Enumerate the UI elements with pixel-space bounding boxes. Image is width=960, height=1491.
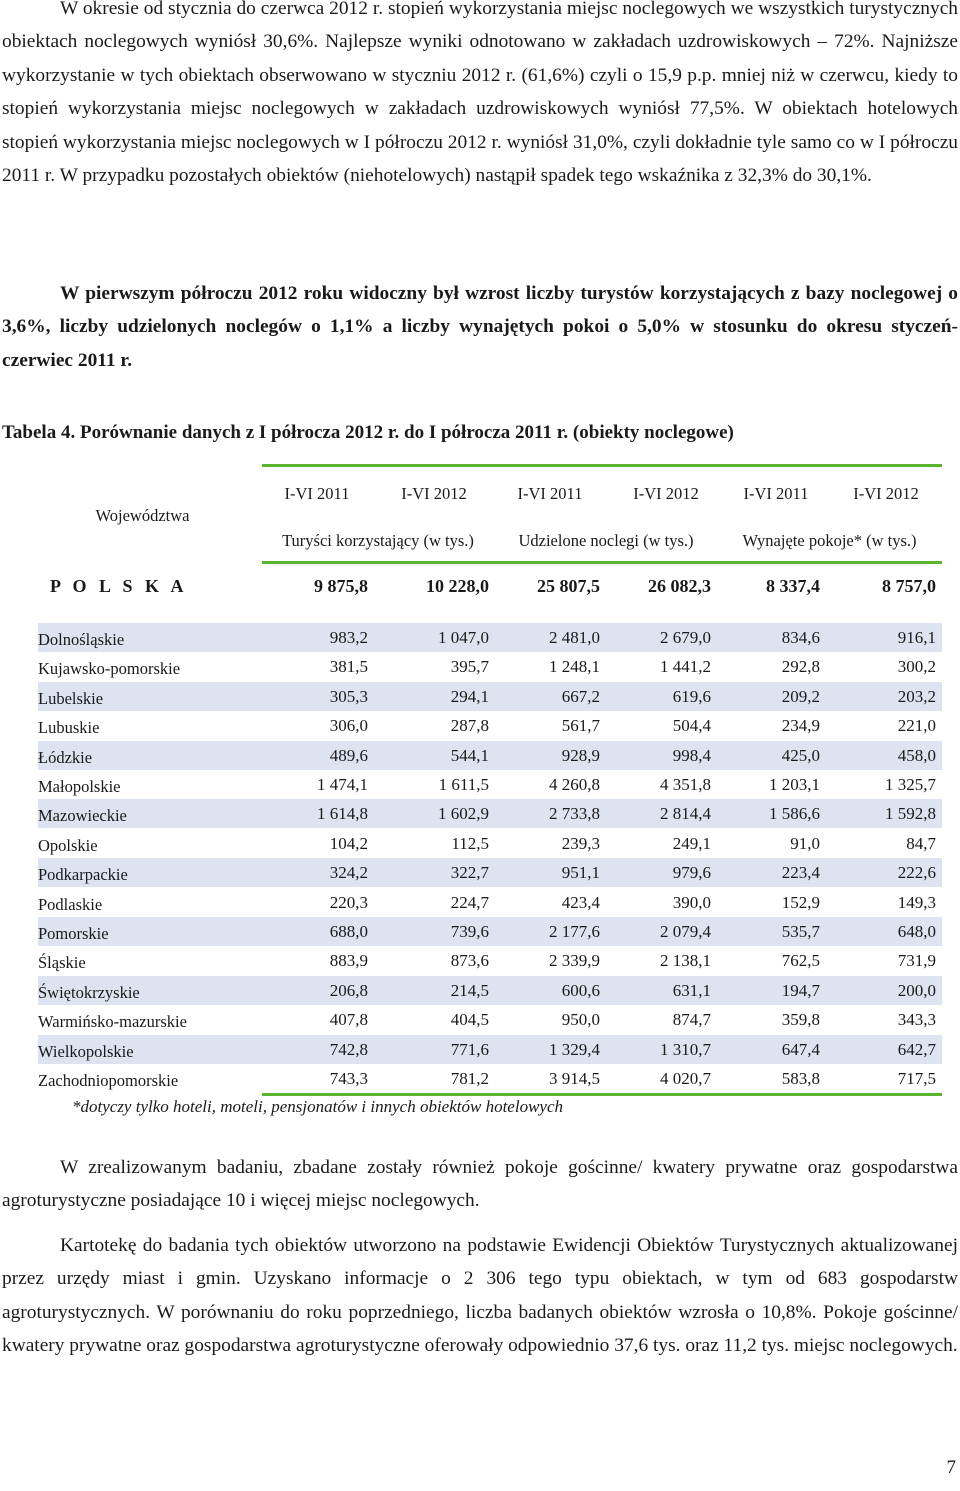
table-header-rule	[262, 561, 942, 564]
table-cell: 781,2	[450, 1069, 489, 1088]
total-label: P O L S K A	[50, 576, 188, 596]
table-row	[38, 888, 942, 917]
table-cell: 647,4	[781, 1039, 820, 1059]
table-cell: 206,8	[329, 980, 368, 1000]
table-cell: 292,8	[781, 657, 820, 677]
table-row	[38, 976, 942, 1005]
table-cell: 762,5	[781, 951, 820, 971]
table-footnote: *dotyczy tylko hoteli, moteli, pensjonatów i innych obiektów hotelowych	[72, 1097, 563, 1116]
table-cell: 2 481,0	[549, 628, 600, 647]
table-cell: 390,0	[672, 892, 711, 912]
table-top-rule	[262, 464, 942, 467]
region-name: Świętokrzyskie	[38, 982, 140, 1002]
table-cell: 249,1	[672, 833, 711, 853]
table-cell: 951,1	[561, 863, 600, 883]
region-name: Opolskie	[38, 835, 98, 855]
table-cell: 324,2	[329, 863, 368, 883]
table-cell: 916,1	[897, 628, 936, 647]
table-cell: 688,0	[329, 922, 368, 941]
table-cell: 203,2	[897, 686, 936, 706]
table-row	[38, 1005, 942, 1034]
table-cell: 1 329,4	[549, 1039, 600, 1059]
table-cell: 1 602,9	[438, 804, 489, 824]
table-cell: 619,6	[672, 686, 711, 706]
region-name: Małopolskie	[38, 777, 121, 796]
table-cell: 983,2	[329, 628, 368, 647]
table-cell: 667,2	[561, 686, 600, 706]
period-header: I-VI 2012	[853, 484, 919, 503]
table-cell: 221,0	[897, 716, 936, 736]
table-cell: 642,7	[897, 1039, 936, 1059]
table-cell: 423,4	[561, 892, 600, 912]
table-cell: 2 138,1	[660, 951, 711, 971]
table-cell: 306,0	[329, 716, 368, 736]
table-cell: 1 325,7	[885, 775, 936, 794]
table-cell: 214,5	[450, 980, 489, 1000]
table-cell: 979,6	[672, 863, 711, 883]
table-cell: 874,7	[672, 1010, 711, 1030]
table-cell: 239,3	[561, 833, 600, 853]
table-cell: 2 079,4	[660, 922, 711, 941]
total-row	[0, 572, 960, 604]
table-row	[38, 829, 942, 858]
table-cell: 2 733,8	[549, 804, 600, 824]
table-row	[38, 770, 942, 799]
table-cell: 1 047,0	[438, 628, 489, 647]
region-name: Lubelskie	[38, 688, 104, 708]
table-cell: 950,0	[561, 1010, 600, 1030]
region-name: Warmińsko-mazurskie	[38, 1012, 187, 1032]
table-cell: 404,5	[450, 1010, 489, 1030]
table-row	[38, 946, 942, 975]
paragraph-survey: W zrealizowanym badaniu, zbadane zostały również pokoje gościnne/ kwatery prywatne oraz gospodarstwa agroturystyczne posiadające 10 i więcej miejsc noclegowych.	[2, 1157, 958, 1212]
table-bottom-rule	[262, 1093, 942, 1096]
table-cell: 149,3	[897, 892, 936, 912]
total-value: 8 337,4	[766, 576, 820, 596]
table-cell: 287,8	[450, 716, 489, 736]
table-cell: 648,0	[897, 922, 936, 941]
table-cell: 112,5	[451, 833, 489, 853]
period-header: I-VI 2012	[633, 484, 699, 503]
table-cell: 1 203,1	[769, 775, 820, 794]
table-cell: 2 339,9	[549, 951, 600, 971]
table-title: Tabela 4. Porównanie danych z I półrocza 2012 r. do I półrocza 2011 r. (obiekty noclegowe)	[2, 422, 734, 443]
table-cell: 883,9	[329, 951, 368, 971]
table-cell: 234,9	[781, 716, 820, 736]
region-name: Łódzkie	[38, 747, 93, 767]
region-name: Podlaskie	[38, 894, 103, 914]
table-cell: 873,6	[450, 951, 489, 971]
paragraph-summary: W pierwszym półroczu 2012 roku widoczny był wzrost liczby turystów korzystających z bazy noclegowej o 3,6%, liczby udzielonych noclegów o 1,1% a liczby wynajętych pokoi o 5,0% w stosunku do okresu styczeń-czerwiec 2011 r.	[2, 283, 958, 371]
table-cell: 4 260,8	[549, 775, 600, 794]
table-row	[38, 1064, 942, 1093]
table-cell: 717,5	[897, 1069, 936, 1088]
region-name: Kujawsko-pomorskie	[38, 659, 181, 679]
region-name: Mazowieckie	[38, 806, 127, 826]
total-value: 25 807,5	[537, 576, 600, 596]
table-cell: 322,7	[450, 863, 489, 883]
table-cell: 343,3	[897, 1010, 936, 1030]
total-value: 26 082,3	[648, 576, 711, 596]
table-row	[38, 652, 942, 681]
table-cell: 742,8	[329, 1039, 368, 1059]
region-name: Pomorskie	[38, 924, 109, 943]
table-cell: 305,3	[329, 686, 368, 706]
table-cell: 1 310,7	[660, 1039, 711, 1059]
total-value: 10 228,0	[426, 576, 489, 596]
table-cell: 928,9	[561, 745, 600, 765]
group-header-rooms: Wynajęte pokoje* (w tys.)	[742, 531, 917, 550]
table-cell: 222,6	[897, 863, 936, 883]
table-cell: 294,1	[450, 686, 489, 706]
table-cell: 489,6	[329, 745, 368, 765]
table-cell: 104,2	[329, 833, 368, 853]
table-cell: 2 177,6	[549, 922, 600, 941]
table-cell: 743,3	[329, 1069, 368, 1088]
table-cell: 407,8	[329, 1010, 368, 1030]
period-header: I-VI 2011	[743, 484, 809, 503]
region-name: Śląskie	[38, 953, 86, 973]
table-cell: 220,3	[329, 892, 368, 912]
total-value: 9 875,8	[314, 576, 368, 596]
table-cell: 1 592,8	[885, 804, 936, 824]
group-header-tourists: Turyści korzystający (w tys.)	[282, 531, 474, 550]
table-row	[38, 917, 942, 946]
table-row	[38, 741, 942, 770]
table-row	[38, 799, 942, 828]
table-cell: 152,9	[781, 892, 820, 912]
table-cell: 731,9	[897, 951, 936, 971]
paragraph-register: Kartotekę do badania tych obiektów utworzono na podstawie Ewidencji Obiektów Turystycznych aktualizowanej przez urzędy miast i gmin. Uzyskano informacje o 2 306 tego typu obiektach, w tym od 683 gospodarstw agroturystycznych. W porównaniu do roku poprzedniego, liczba badanych obiektów wzrosła o 10,8%. Pokoje gościnne/ kwatery prywatne oraz gospodarstwa agroturystyczne oferowały odpowiednio 37,6 tys. oraz 11,2 tys. miejsc noclegowych.	[2, 1235, 958, 1357]
table-cell: 209,2	[781, 686, 820, 706]
table-cell: 561,7	[561, 716, 600, 736]
region-column-header: Województwa	[95, 506, 190, 525]
table-cell: 1 248,1	[549, 657, 600, 677]
table-cell: 631,1	[672, 980, 711, 1000]
table-cell: 458,0	[897, 745, 936, 765]
table-cell: 834,6	[781, 628, 820, 647]
region-name: Lubuskie	[38, 718, 100, 738]
table-cell: 381,5	[329, 657, 368, 677]
table-row	[38, 682, 942, 711]
table-cell: 583,8	[781, 1069, 820, 1088]
table-cell: 200,0	[897, 980, 936, 1000]
table-cell: 425,0	[781, 745, 820, 765]
total-value: 8 757,0	[882, 576, 936, 596]
table-row	[38, 711, 942, 740]
period-header: I-VI 2012	[401, 484, 467, 503]
table-cell: 998,4	[672, 745, 711, 765]
table-row	[38, 1035, 942, 1064]
table-cell: 300,2	[897, 657, 936, 677]
table-cell: 91,0	[790, 833, 820, 853]
table-cell: 1 614,8	[317, 804, 368, 824]
paragraph-occupancy: W okresie od stycznia do czerwca 2012 r. stopień wykorzystania miejsc noclegowych we wszystkich turystycznych obiektach noclegowych wyniósł 30,6%. Najlepsze wyniki odnotowano w zakładach uzdrowiskowych – 72%. Najniższe wykorzystanie w tych obiektach obserwowano w styczniu 2012 r. (61,6%) czyli o 15,9 p.p. mniej niż w czerwcu, kiedy to stopień wykorzystania miejsc noclegowych w zakładach uzdrowiskowych wyniósł 77,5%. W obiektach hotelowych stopień wykorzystania miejsc noclegowych w I półroczu 2012 r. wyniósł 31,0%, czyli dokładnie tyle samo co w I półroczu 2011 r. W przypadku pozostałych obiektów (niehotelowych) nastąpił spadek tego wskaźnika z 32,3% do 30,1%.	[2, 0, 958, 187]
table-cell: 2 814,4	[660, 804, 711, 824]
table-cell: 194,7	[781, 980, 820, 1000]
table-cell: 224,7	[450, 892, 489, 912]
region-name: Wielkopolskie	[38, 1041, 134, 1061]
table-cell: 535,7	[781, 922, 820, 941]
table-row	[38, 623, 942, 652]
table-cell: 544,1	[450, 745, 489, 765]
table-cell: 504,4	[672, 716, 711, 736]
table-cell: 4 351,8	[660, 775, 711, 794]
table-row	[38, 858, 942, 887]
period-header: I-VI 2011	[284, 484, 350, 503]
page-number: 7	[946, 1457, 956, 1478]
table-cell: 771,6	[450, 1039, 489, 1059]
table-cell: 1 441,2	[660, 657, 711, 677]
table-cell: 3 914,5	[549, 1069, 600, 1088]
table-cell: 395,7	[450, 657, 489, 677]
table-cell: 600,6	[561, 980, 600, 1000]
table-cell: 1 474,1	[317, 775, 368, 794]
region-name: Zachodniopomorskie	[38, 1071, 179, 1090]
group-header-nights: Udzielone noclegi (w tys.)	[518, 531, 694, 550]
table-cell: 4 020,7	[660, 1069, 711, 1088]
table-cell: 739,6	[450, 922, 489, 941]
table-cell: 359,8	[781, 1010, 820, 1030]
table-cell: 84,7	[906, 833, 936, 853]
table-cell: 1 586,6	[769, 804, 820, 824]
table-cell: 1 611,5	[438, 775, 489, 794]
region-name: Podkarpackie	[38, 865, 128, 885]
table-cell: 2 679,0	[660, 628, 711, 647]
table-cell: 223,4	[781, 863, 820, 883]
period-header: I-VI 2011	[517, 484, 583, 503]
region-name: Dolnośląskie	[38, 630, 125, 649]
